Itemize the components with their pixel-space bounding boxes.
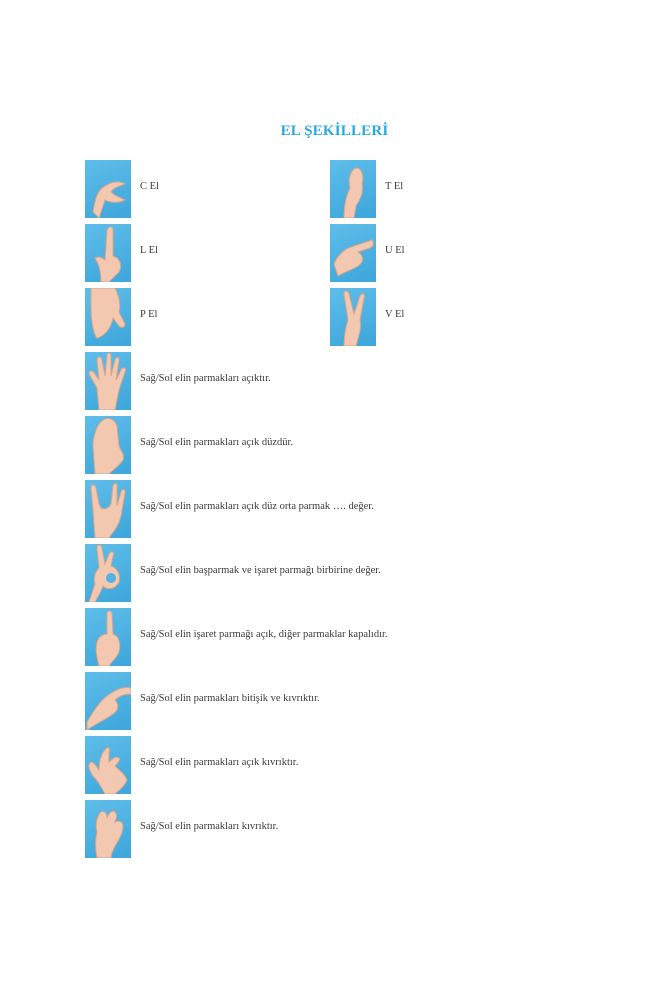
hand-shape-label: T El (385, 181, 404, 192)
page-title: EL ŞEKİLLERİ (280, 123, 389, 139)
hand-shape-label: P El (140, 309, 158, 320)
hand-shape-label: C El (140, 181, 159, 192)
l-hand-photo (85, 224, 131, 282)
t-hand-photo (330, 160, 376, 218)
hand-shape-label: Sağ/Sol elin parmakları açıktır. (140, 373, 271, 384)
hand-shape-label: U El (385, 245, 405, 256)
ok-hand-photo (85, 544, 131, 602)
bent-hand-photo (85, 800, 131, 858)
hand-shape-label: L El (140, 245, 158, 256)
hand-shape-label: V El (385, 309, 405, 320)
hand-shape-label: Sağ/Sol elin işaret parmağı açık, diğer parmaklar kapalıdır. (140, 629, 388, 640)
hand-shape-label: Sağ/Sol elin parmakları açık kıvrıktır. (140, 757, 299, 768)
open-hand-photo (85, 352, 131, 410)
v-hand-photo (330, 288, 376, 346)
flat-hand-photo (85, 416, 131, 474)
curved-closed-hand-photo (85, 672, 131, 730)
hand-shape-label: Sağ/Sol elin parmakları açık düzdür. (140, 437, 294, 448)
claw-hand-photo (85, 736, 131, 794)
c-hand-photo (85, 160, 131, 218)
hand-shape-label: Sağ/Sol elin başparmak ve işaret parmağı birbirine değer. (140, 565, 381, 576)
index-finger-photo (85, 608, 131, 666)
u-hand-photo (330, 224, 376, 282)
hand-shape-label: Sağ/Sol elin parmakları açık düz orta parmak …. değer. (140, 501, 374, 512)
hand-shape-label: Sağ/Sol elin parmakları bitişik ve kıvrıktır. (140, 693, 320, 704)
p-hand-photo (85, 288, 131, 346)
hand-shape-label: Sağ/Sol elin parmakları kıvrıktır. (140, 821, 279, 832)
middle-finger-bent-photo (85, 480, 131, 538)
